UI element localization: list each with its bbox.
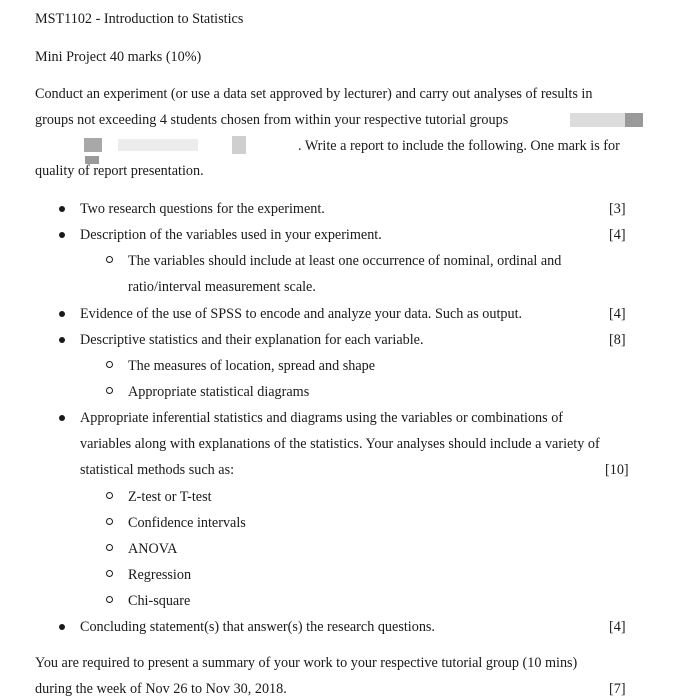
marks: [4] [609, 227, 626, 243]
bullet [59, 311, 65, 317]
redaction-block [625, 113, 643, 127]
list-item-text: Appropriate inferential statistics and diagrams using the variables or combinations of [80, 410, 564, 426]
sub-item-text: The variables should include at least one occurrence of nominal, ordinal and [128, 253, 562, 269]
intro-line-1: Conduct an experiment (or use a data set approved by lecturer) and carry out analyses of results in [35, 86, 593, 102]
marks: [4] [609, 619, 626, 635]
marks: [7] [609, 681, 626, 697]
marks: [3] [609, 201, 626, 217]
bullet [59, 415, 65, 421]
intro-line-2: groups not exceeding 4 students chosen from within your respective tutorial groups [35, 112, 509, 128]
list-item-text: Concluding statement(s) that answer(s) the research questions. [80, 619, 435, 635]
sub-bullet [106, 361, 113, 368]
project-title: Mini Project 40 marks (10%) [35, 49, 202, 65]
sub-item-text: The measures of location, spread and shape [128, 358, 376, 374]
redaction-block [84, 138, 102, 152]
sub-item-text: Confidence intervals [128, 515, 246, 531]
sub-item-text: ratio/interval measurement scale. [128, 279, 316, 295]
list-item-text: Descriptive statistics and their explanation for each variable. [80, 332, 424, 348]
sub-bullet [106, 518, 113, 525]
marks: [4] [609, 306, 626, 322]
list-item-text: statistical methods such as: [80, 462, 235, 478]
list-item-text: Two research questions for the experiment. [80, 201, 325, 217]
sub-bullet [106, 570, 113, 577]
sub-item-text: Regression [128, 567, 192, 583]
sub-bullet [106, 544, 113, 551]
bullet [59, 624, 65, 630]
intro-line-4: quality of report presentation. [35, 163, 204, 179]
marks: [10] [605, 462, 629, 478]
sub-item-text: Appropriate statistical diagrams [128, 384, 310, 400]
course-title: MST1102 - Introduction to Statistics [35, 11, 244, 27]
bullet [59, 206, 65, 212]
outro-line-1: You are required to present a summary of your work to your respective tutorial group (10 mins) [35, 655, 578, 671]
list-item-text: Evidence of the use of SPSS to encode and analyze your data. Such as output. [80, 306, 523, 322]
redaction-block [232, 136, 246, 154]
sub-bullet [106, 256, 113, 263]
sub-bullet [106, 387, 113, 394]
bullet [59, 232, 65, 238]
sub-item-text: Z-test or T-test [128, 489, 212, 505]
sub-bullet [106, 596, 113, 603]
bullet [59, 337, 65, 343]
sub-item-text: Chi-square [128, 593, 191, 609]
marks: [8] [609, 332, 626, 348]
intro-line-3: . Write a report to include the following. One mark is for [298, 138, 620, 154]
list-item-text: variables along with explanations of the statistics. Your analyses should include a variety of [80, 436, 600, 452]
list-item-text: Description of the variables used in your experiment. [80, 227, 382, 243]
outro-line-2: during the week of Nov 26 to Nov 30, 2018. [35, 681, 287, 697]
redaction-block [118, 139, 198, 151]
sub-bullet [106, 492, 113, 499]
sub-item-text: ANOVA [128, 541, 178, 557]
